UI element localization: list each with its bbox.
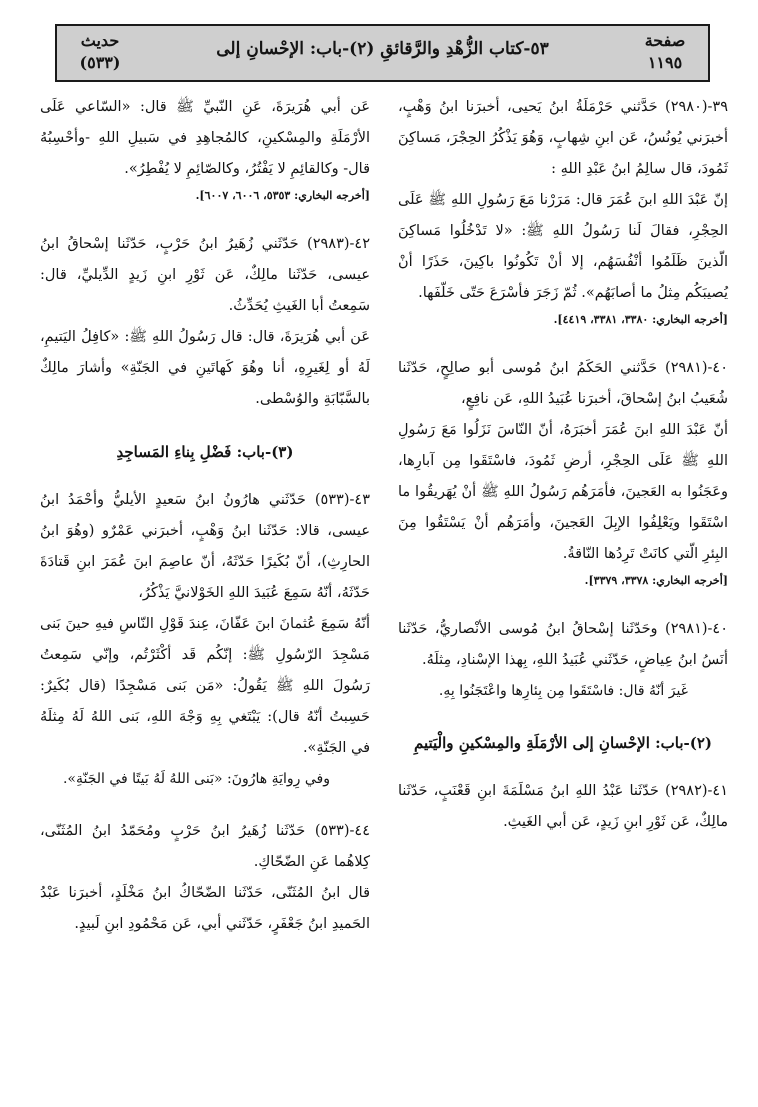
hadith-reference: [أخرجه البخاري: ٣٣٨٠، ٣٣٨١، ٤٤١٩]. [553,313,728,326]
hadith-text: أنّهُ سَمِعَ عُثمانَ ابنَ عَفّانَ، عِندَ قَوْلِ النّاسِ فيهِ حينَ بَنى مَسْجِدَ الرّسُولِ ﷺ: إنّكُم قَد أكْثَرْتُم، وإنّي سَمِعتُ رَسُولَ اللهِ ﷺ يَقُولُ: «مَن بَنى مَسْجِدًا (قال بُكَيرٌ: حَسِبتُ أنّهُ قال): يَبْتَغي بِهِ وَجْهَ اللهِ، بَنى اللهُ لَهُ مِثلَهُ في الجَنّةِ». [40,616,370,756]
hadith-chain: ٤٢-(٢٩٨٣) حَدّثَني زُهَيرُ ابنُ حَرْبٍ، حَدّثَنا إسْحاقُ ابنُ عيسى، حَدّثَنا مالِكٌ، عَن ثَوْرِ ابنِ زَيدٍ الدِّيليِّ، قال: سَمِعتُ أبا الغَيثِ يُحَدِّثُ. [40,236,370,314]
hadith-note: وفي رِوايَةِ هارُونَ: «بَنى اللهُ لَهُ بَيتًا في الجَنّةِ». [62,771,330,787]
hadith-note: غَيرَ أنّهُ قال: فاسْتَقَوا مِن بِئارِها واعْتَجَنُوا بِهِ. [438,683,688,699]
hadith-42 [40,229,370,415]
page-number-box [630,30,700,74]
hadith-reference: [أخرجه البخاري: ٣٣٧٨، ٣٣٧٩]. [584,574,728,587]
hadith-43 [40,485,370,794]
hadith-text: عَن أبي هُرَيرَةَ، قال: قال رَسُولُ اللهِ ﷺ: «كافِلُ اليَتيمِ، لَهُ أو لِغَيرِهِ، أنا وهُوَ كَهاتَينِ في الجَنّةِ» وأشارَ مالِكٌ بالسَّبّابَةِ والوُسْطى. [40,329,370,407]
chapter-heading: (٢)-باب: الإحْسانِ إلى الأرْمَلَةِ والمِسْكينِ والْيَتيمِ [413,734,713,752]
hadith-number-box [65,30,135,74]
left-column [40,92,370,962]
hadith-number: (٥٣٣) [79,53,121,72]
running-title: ٥٣-كتاب الزُّهْدِ والرَّقائقِ (٢)-باب: الإحْسانِ إلى [216,39,549,59]
hadith-41-text [40,92,370,207]
hadith-label: حديث [80,31,120,50]
hadith-44 [40,816,370,940]
page-number: ١١٩٥ [647,53,683,72]
page-label: صفحة [644,31,686,50]
hadith-39 [398,92,728,331]
right-column [398,92,728,860]
hadith-40 [398,353,728,592]
hadith-41 [398,776,728,838]
hadith-chain: ٤٣-(٥٣٣) حَدّثَني هارُونُ ابنُ سَعيدٍ الأيليُّ وأحْمَدُ ابنُ عيسى، قالا: حَدّثَنا ابنُ وَهْبٍ، أخبرَني عَمْرٌو (وهُوَ ابنُ الحارِثِ)، أنّ بُكَيرًا حَدّثَهُ، أنّ عاصِمَ ابنَ عُمَرَ ابنِ قَتادَةَ حَدّثَهُ، أنّهُ سَمِعَ عُبَيدَ اللهِ الخَوْلانيَّ يَذْكُرُ، [40,492,370,601]
chapter-heading: (٣)-باب: فَضْلِ بِناءِ المَساجِدِ [116,443,294,461]
hadith-chain: ٤٠-(٢٩٨١) حَدَّثني الحَكَمُ ابنُ مُوسى أبو صالِحٍ، حَدّثَنا شُعَيبُ ابنُ إسْحاقَ، أخبرَنا عُبَيدُ اللهِ، عَن نافِعٍ، [398,360,728,407]
hadith-chain: ٤٤-(٥٣٣) حَدّثَنا زُهَيرُ ابنُ حَرْبٍ ومُحَمّدُ ابنُ المُثَنّى، كِلاهُما عَنِ الضّحّاكِ. [40,823,370,870]
hadith-chain: ٣٩-(٢٩٨٠) حَدَّثني حَرْمَلَةُ ابنُ يَحيى، أخبرَنا ابنُ وَهْبٍ، أخبرَني يُونُسُ، عَن ابنِ شِهابٍ، وَهُوَ يَذْكُرُ الحِجْرَ، مَساكِنَ ثَمُودَ، قال سالِمُ ابنُ عَبْدِ اللهِ : [398,99,728,177]
hadith-chain: ٤٠-(٢٩٨١) وحَدّثَنا إسْحاقُ ابنُ مُوسى الأنْصاريُّ، حَدّثَنا أنَسُ ابنُ عِياضٍ، حَدّثَني عُبَيدُ اللهِ، بِهذا الإسْنادِ، مِثلَهُ. [398,621,728,668]
hadith-text: إنّ عَبْدَ اللهِ ابنَ عُمَرَ قال: مَرَرْنا مَعَ رَسُولِ اللهِ ﷺ عَلَى الحِجْرِ، فقالَ لَنا رَسُولُ اللهِ ﷺ: «لا تَدْخُلُوا مَساكِنَ الّذينَ ظَلَمُوا أنْفُسَهُم، إلا أنْ تَكُونُوا باكِينَ، حَذَرًا أنْ يُصيبَكُم مِثلُ ما أصابَهُم». ثُمّ زَجَرَ فأسْرَعَ حَتّى خَلّفَها. [398,192,728,301]
hadith-chain: ٤١-(٢٩٨٢) حَدّثَنا عَبْدُ اللهِ ابنُ مَسْلَمَةَ ابنِ قَعْنَبٍ، حَدّثَنا مالِكٌ، عَن ثَوْرِ ابنِ زَيدٍ، عَن أبي الغَيثِ. [398,783,728,830]
hadith-text: قال ابنُ المُثَنّى، حَدّثَنا الضّحّاكُ ابنُ مَخْلَدٍ، أخبرَنا عَبْدُ الحَميدِ ابنُ جَعْفَرٍ، حَدّثَني أبي، عَن مَحْمُودِ ابنِ لَبيدٍ. [40,885,370,932]
page-header [55,24,710,82]
hadith-text: أنّ عَبْدَ اللهِ ابنَ عُمَرَ أخبَرَهُ، أنّ النّاسَ نَزَلُوا مَعَ رَسُولِ اللهِ ﷺ عَلَى الحِجْرِ، أرضِ ثَمُودَ، فاسْتَقَوا مِن آبارِها، وعَجَنُوا به العَجينَ، فأمَرَهُم رَسُولُ اللهِ ﷺ أنْ يُهَريقُوا ما اسْتَقَوا ويَعْلِفُوا الإبِلَ العَجينَ، وأمَرَهُم أنْ يَسْتَقُوا مِنَ البِئرِ الّتي كانَتْ تَرِدُها النّاقةُ. [398,422,728,562]
hadith-reference: [أخرجه البخاري: ٥٣٥٣، ٦٠٠٦، ٦٠٠٧]. [195,189,370,202]
hadith-40-variant [398,614,728,706]
hadith-text: عَن أبي هُرَيرَةَ، عَنِ النّبيِّ ﷺ قال: «السّاعي عَلَى الأرْمَلَةِ والمِسْكينِ، كالمُجاهِدِ في سَبيلِ اللهِ -وأحْسِبُهُ قال- وكالقائِمِ لا يَفْتُرُ، وكالصّائِمِ لا يُفْطِرُ». [40,99,370,177]
